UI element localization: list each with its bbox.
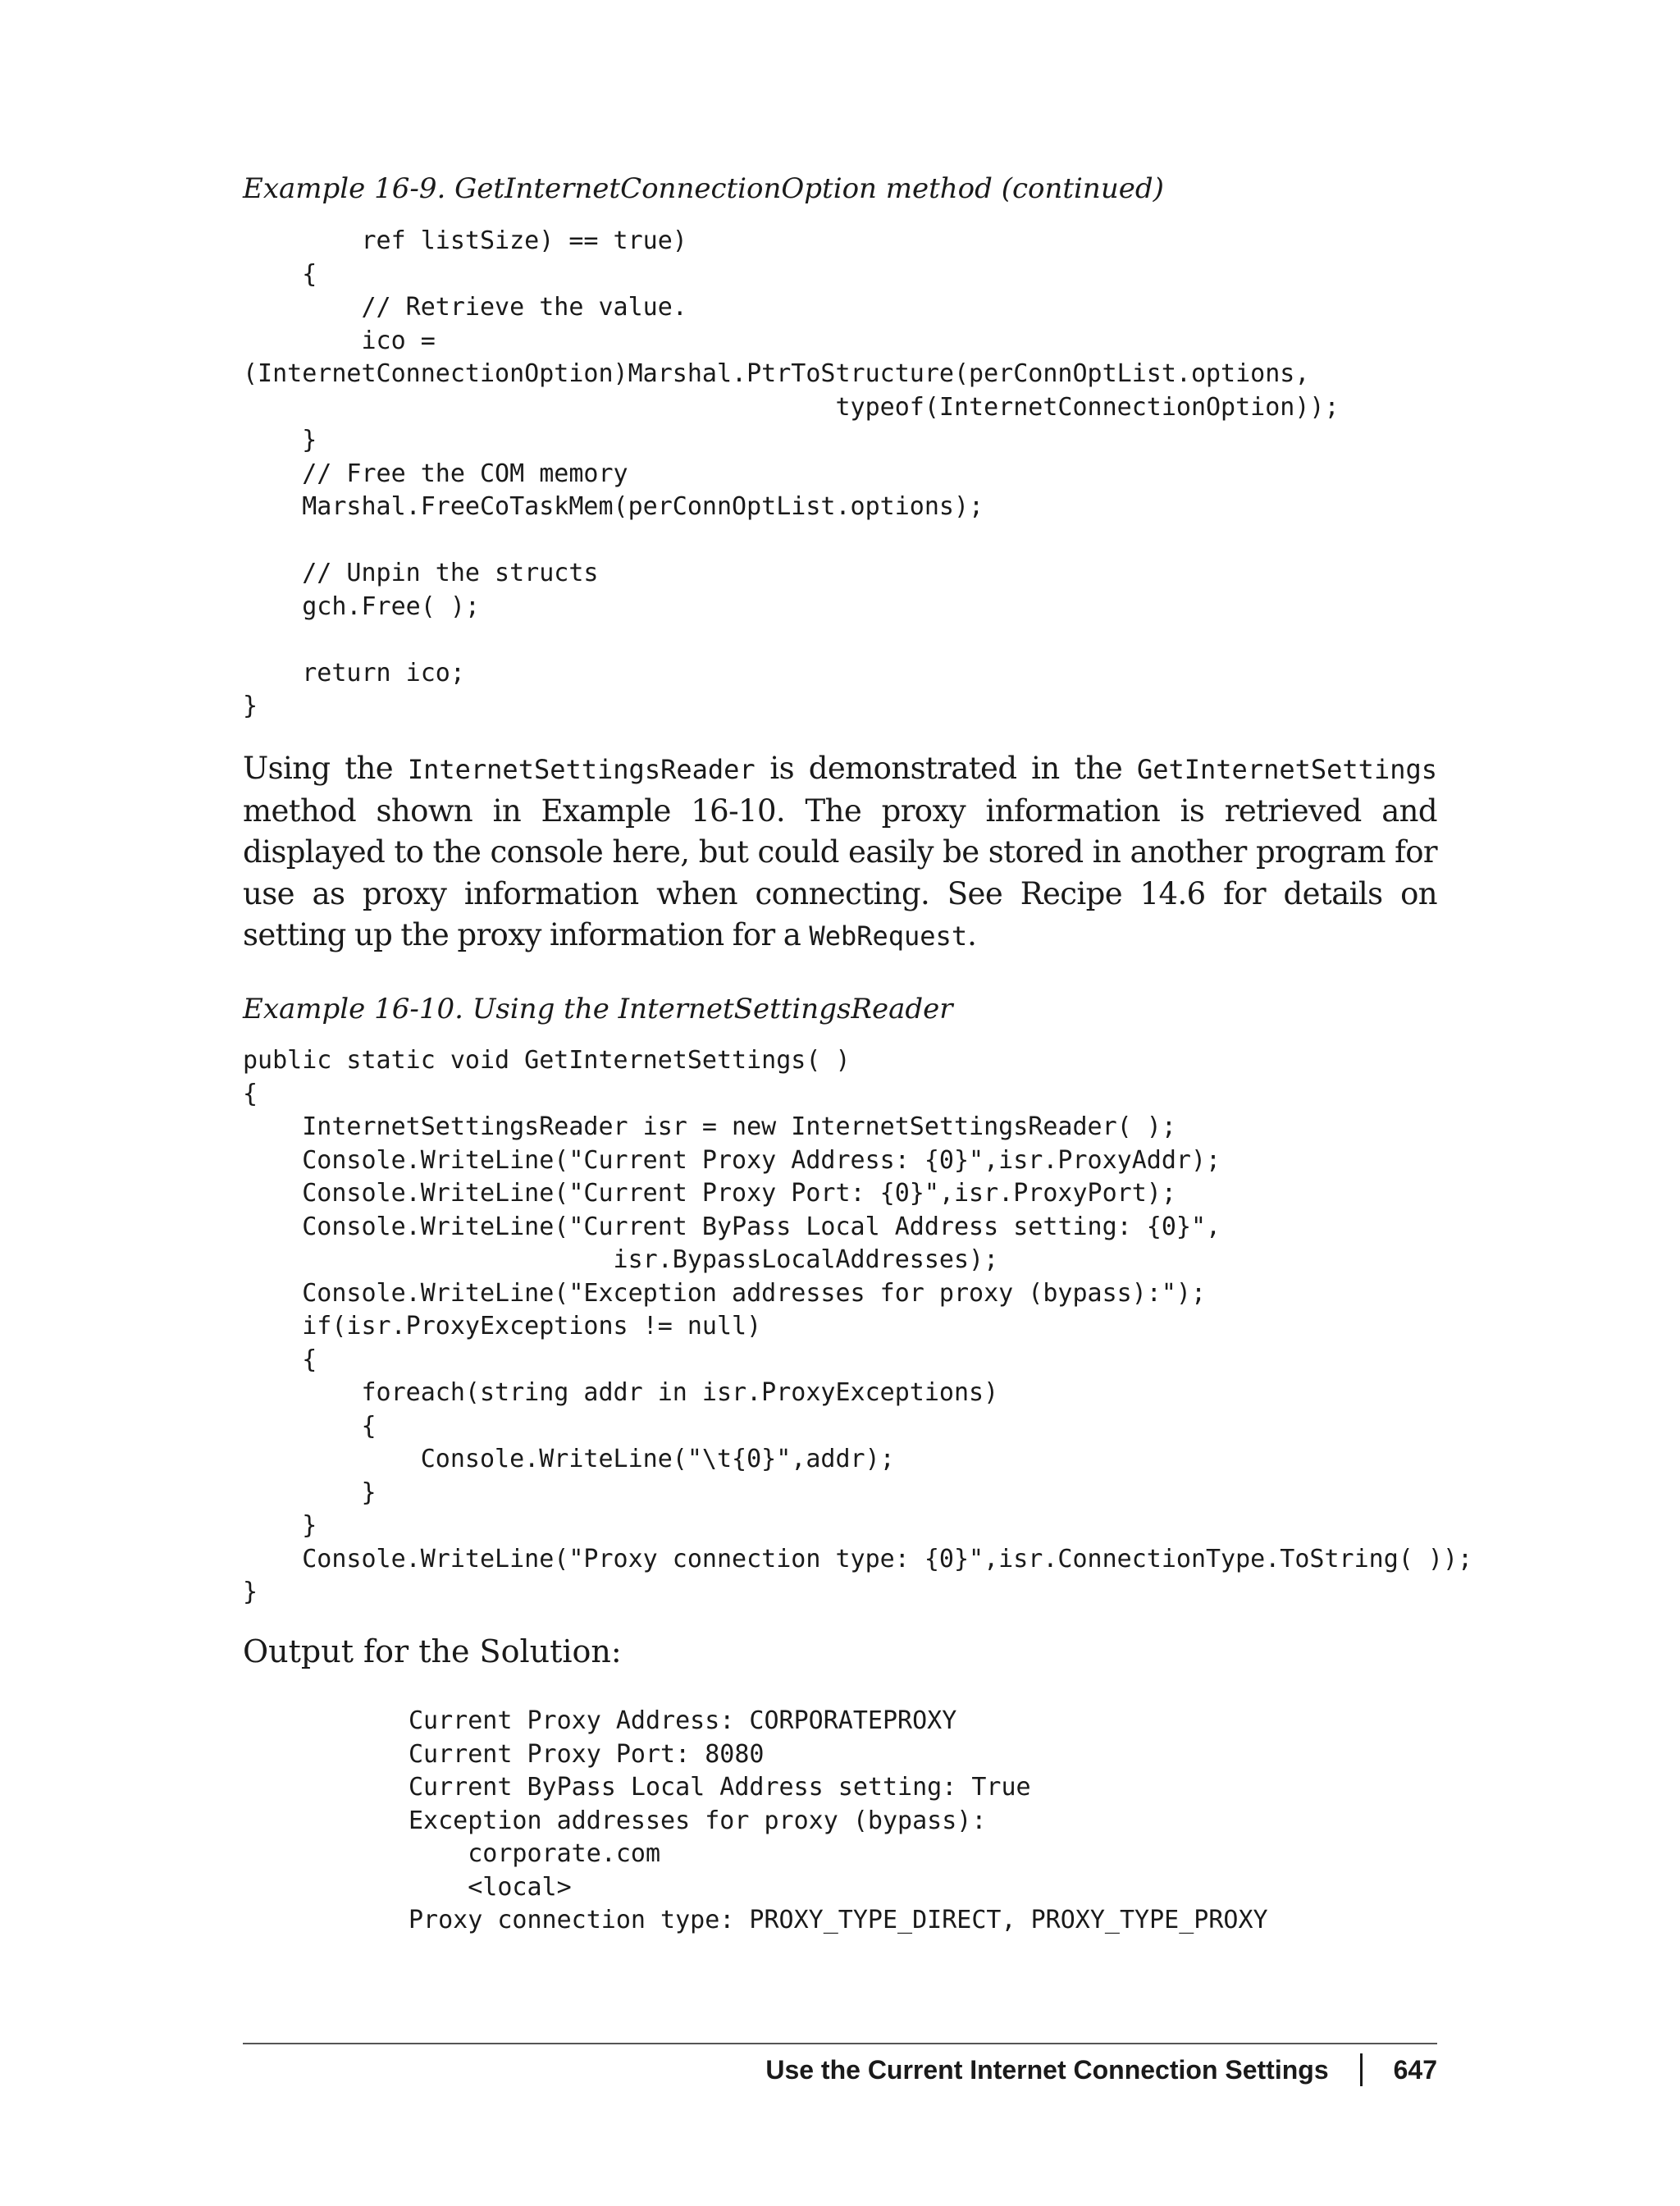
paragraph-text-3: method shown in Example 16-10. The proxy information is retrieved and displayed to the console here, but could easily be stored in another program for use as proxy information when connecting. See Recipe 14.6 for details on setting up the proxy information for a (243, 792, 1437, 952)
output-label: Output for the Solution: (243, 1633, 622, 1669)
example-16-10-code: public static void GetInternetSettings( ) { InternetSettingsReader isr = new InternetSettingsReader( ); Console.WriteLine("Current Proxy Address: {0}",isr.ProxyAddr); Console.WriteLine("Current Proxy Port: {0}",isr.ProxyPort); Console.WriteLine("Current ByPass Local Address setting: {0}", isr.BypassLocalAddresses); Console.WriteLine("Exception addresses for proxy (bypass):"); if(isr.ProxyExceptions != null) { foreach(string addr in isr.ProxyExceptions) { Console.WriteLine("\t{0}",addr); } } Console.WriteLine("Proxy connection type: {0}",isr.ConnectionType.ToString( )); } (243, 1046, 1473, 1606)
paragraph-code-internetsettingsreader: InternetSettingsReader (407, 754, 756, 785)
page-number: 647 (1393, 2054, 1437, 2085)
example-16-10-caption: Example 16-10. Using the InternetSettingsReader (243, 993, 953, 1025)
running-footer-title: Use the Current Internet Connection Settings (765, 2054, 1329, 2085)
paragraph-code-getinternetsettings: GetInternetSettings (1136, 754, 1437, 785)
page-footer (765, 2051, 1437, 2089)
paragraph-code-webrequest: WebRequest (809, 920, 968, 952)
paragraph-text-1: Using the (243, 751, 408, 786)
footer-divider (243, 2043, 1437, 2044)
body-paragraph (243, 748, 1437, 957)
example-16-9-caption: Example 16-9. GetInternetConnectionOption method (continued) (243, 172, 1164, 205)
example-16-9-code: ref listSize) == true) { // Retrieve the value. ico = (InternetConnectionOption)Marshal.PtrToStructure(perConnOptList.options, typeof(InternetConnectionOption)); } // Free the COM memory Marshal.FreeCoTaskMem(perConnOptList.options); // Unpin the structs gch.Free( ); return ico; } (243, 226, 1340, 720)
paragraph-text-4: . (967, 917, 977, 952)
footer-separator (1360, 2053, 1363, 2086)
paragraph-text-2: is demonstrated in the (755, 751, 1137, 786)
solution-output: Current Proxy Address: CORPORATEPROXY Current Proxy Port: 8080 Current ByPass Local Address setting: True Exception addresses for proxy (bypass): corporate.com <local> Proxy connection type: PROXY_TYPE_DIRECT, PROXY_TYPE_PROXY (409, 1706, 1268, 1934)
